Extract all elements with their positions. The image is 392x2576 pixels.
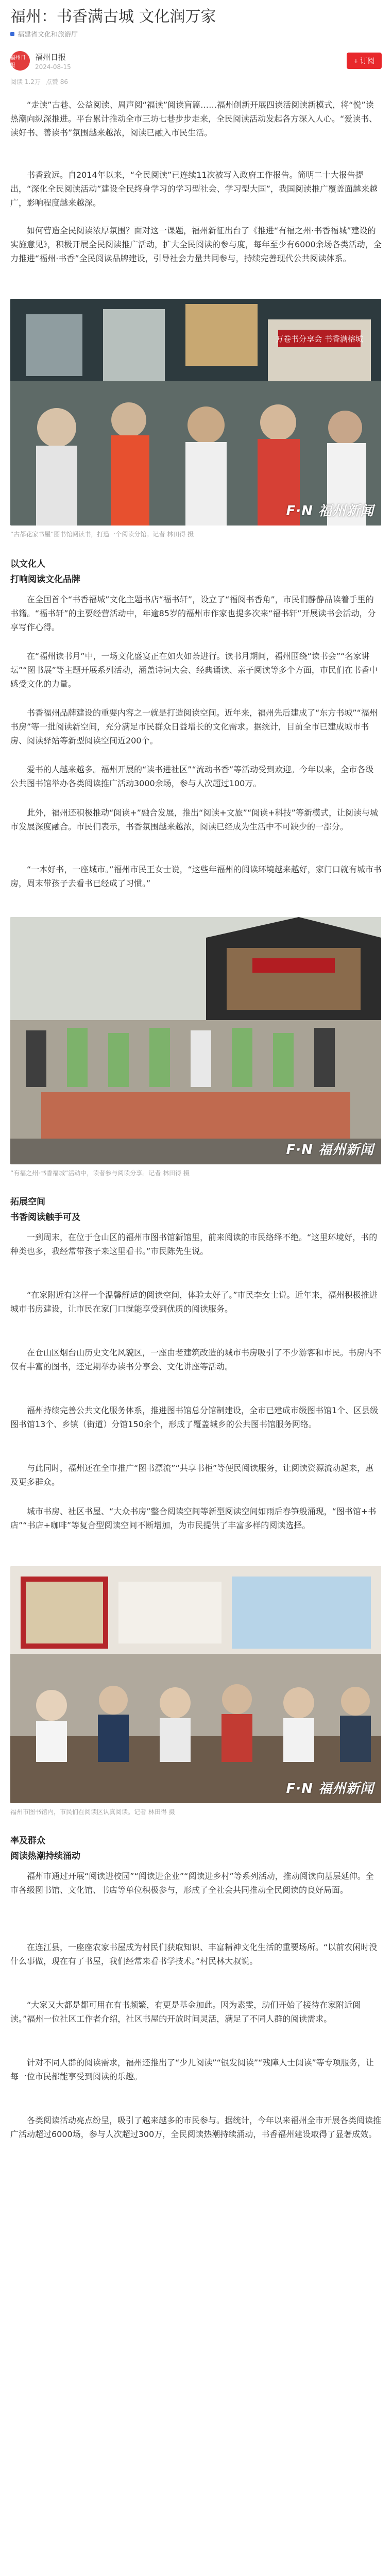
view-count: 阅读 1.2万 [10,78,41,86]
paragraph: 书香致远。自2014年以来，“全民阅读”已连续11次被写入政府工作报告。简明二十大报告提出，“深化全民阅读活动”建设全民终身学习的学习型社会、学习型大国”，我国阅读推广覆盖面越来越广，影响程度越来越深。 [10,170,378,208]
paragraph: 书香福州品牌建设的重要内容之一就是打造阅读空间。近年来，福州先后建成了“东方书城”“福州书房”等一批阅读新空间，充分满足市民群众日益增长的文化需求。据统计，目前全市已建成城市书房、阅读驿站等新型阅读空间近200个。 [10,708,378,745]
photo-library-image [10,1566,381,1803]
photo-banner-text: 万卷书分享会 书香满榕城 [276,334,363,344]
photo-caption: “古都花家书屋”图书馆阅读书，打造一个阅读分馆。记者 林田得 摄 [10,531,194,538]
article-header [10,7,382,39]
avatar[interactable]: 福州日报 [10,51,30,71]
photo-watermark: F·N 福州新闻 [286,503,374,519]
photo-group-reading [10,917,381,1164]
meta-row [10,77,68,86]
section-heading: 拓展空间 [10,1197,45,1207]
paragraph: 如何营造全民阅读浓厚氛围？面对这一课题，福州新征出台了《推进“有福之州·书香福城”建设的实施意见》，积极开展全民阅读推广活动，扩大全民阅读的参与度，每年至少有6000余场各类活动，全力推进“福州·书香”全民阅读品牌建设，引导社会力量共同参与，持续完善现代公共阅读体系。 [10,226,382,263]
paragraph: 在“福州读书月”中，一场文化盛宴正在如火如荼进行。读书月期间，福州围绕“读书会”“名家讲坛”“图书展”等主题开展系列活动，涵盖诗词大会、经典诵读、亲子阅读等多个方面，市民们在书香中感受文化的力量。 [10,651,378,689]
photo-caption: 福州市图书馆内，市民们在阅读区认真阅读。记者 林田得 摄 [10,1808,175,1816]
paragraph: 针对不同人群的阅读需求，福州还推出了“少儿阅读”“银发阅读”“残障人士阅读”等专项服务，让每一位市民都能享受到阅读的乐趣。 [10,2058,374,2081]
section-subheading: 阅读热潮持续涌动 [10,1851,80,1861]
source-name[interactable]: 福建省文化和旅游厅 [18,31,78,39]
paragraph: 此外，福州还积极推动“阅读+”融合发展，推出“阅读+文旅”“阅读+科技”等新模式，让阅读与城市发展深度融合。市民们表示，书香氛围越来越浓，阅读已经成为生活中不可缺少的一部分。 [10,808,378,832]
photo-watermark: F·N 福州新闻 [286,1142,374,1158]
paragraph: 福州持续完善公共文化服务体系，推进图书馆总分馆制建设，全市已建成市级图书馆1个、区县级图书馆13个、乡镇（街道）分馆150余个，形成了覆盖城乡的公共图书馆服务网络。 [10,1405,379,1429]
paragraph: 一到周末，在位于仓山区的福州市图书馆新馆里，前来阅读的市民络绎不绝。“这里环境好，书的种类也多，我经常带孩子来这里看书。”市民陈先生说。 [10,1232,378,1256]
paragraph: 在连江县，一座座农家书屋成为村民们获取知识、丰富精神文化生活的重要场所。“以前农闲时没什么事做，现在有了书屋，我们经常来看书学技术。”村民林大叔说。 [10,1942,378,1966]
photo-reading-event [10,299,381,526]
author-meta [35,52,71,71]
paragraph: 在仓山区烟台山历史文化风貌区，一座由老建筑改造的城市书房吸引了不少游客和市民。书房内不仅有丰富的图书，还定期举办读书分享会、文化讲座等活动。 [10,1348,382,1371]
photo-caption: “有福之州·书香福城”活动中，读者参与阅读分享。记者 林田得 摄 [10,1170,190,1177]
paragraph: 各类阅读活动亮点纷呈，吸引了越来越多的市民参与。据统计，今年以来福州全市开展各类阅读推广活动超过6000场，参与人次超过300万，全民阅读热潮持续涌动，书香福州建设取得了显著成效。 [10,2115,382,2139]
source-line [10,29,382,39]
paragraph: 爱书的人越来越多。福州开展的“读书进社区”“流动书香”等活动受到欢迎。今年以来，全市各级公共图书馆举办各类阅读推广活动3000余场，参与人次超过100万。 [10,765,374,788]
section-heading: 率及群众 [10,1836,45,1846]
paragraph: 福州市通过开展“阅读进校园”“阅读进企业”“阅读进乡村”等系列活动，推动阅读向基层延伸。全市各级图书馆、文化馆、书店等单位积极参与，形成了全社会共同推动全民阅读的良好局面。 [10,1871,374,1895]
paragraph: “一本好书，一座城市。”福州市民王女士说，“这些年福州的阅读环境越来越好，家门口就有城市书房，周末带孩子去看书已经成了习惯。” [10,865,382,888]
paragraph: “走读”古巷、公益阅读、周声阅“福读”阅读盲篇……福州创新开展四读活阅读新模式，将“悦”读热潮向纵深推进。平台累计推动全市三坊七巷步步走来，全民阅读活动发起各方深入人心。“爱读书、读好书、善读书”氛围越来越浓，阅读已融入市民生活。 [10,100,378,138]
paragraph: 与此同时，福州还在全市推广“图书漂流”“共享书柜”等便民阅读服务，让阅读资源流动起来，惠及更多群众。 [10,1463,374,1487]
paragraph: 在全国首个“书香福城”文化主题书店“福书轩”，设立了“福阅书香角”，市民们静静品读着手里的书籍。“福书轩”的主要经营活动中，年逾85岁的福州市作家也提多次来“福书轩”开展读书会活动，分享写作心得。 [10,595,376,632]
follow-button[interactable]: + 订阅 [347,53,382,69]
paragraph: “在家附近有这样一个温馨舒适的阅读空间，体验太好了。”市民李女士说。近年来，福州积极推进城市书房建设，让市民在家门口就能享受到优质的阅读服务。 [10,1290,378,1314]
photo-watermark: F·N 福州新闻 [286,1781,374,1797]
publish-date: 2024-08-15 [35,63,71,71]
paragraph: 城市书房、社区书屋、“大众书房”整合阅读空间等新型阅读空间如雨后春笋般涌现，“图书馆+书店”“书店+咖啡”等复合型阅读空间不断增加，为市民提供了丰富多样的阅读选择。 [10,1506,377,1530]
photo-reading-event-image [10,299,381,526]
photo-group-reading-image [10,917,381,1164]
section-subheading: 书香阅读触手可及 [10,1212,80,1223]
section-heading: 以文化人 [10,559,45,569]
author-name[interactable]: 福州日报 [35,52,66,62]
section-subheading: 打响阅读文化品牌 [10,574,80,585]
photo-library [10,1566,381,1803]
source-icon [10,32,14,36]
author-bar [10,49,382,72]
paragraph: “大家又大都是都可用在有书频繁，有更是基金加此。因为素雯，助们开始了接待在家附近阅读。”福州一位社区工作者介绍，社区书屋的开放时间灵活，满足了不同人群的阅读需求。 [10,2000,361,2024]
like-count[interactable]: 点赞 86 [45,78,68,86]
article-title: 福州：书香满古城 文化润万家 [10,8,216,26]
